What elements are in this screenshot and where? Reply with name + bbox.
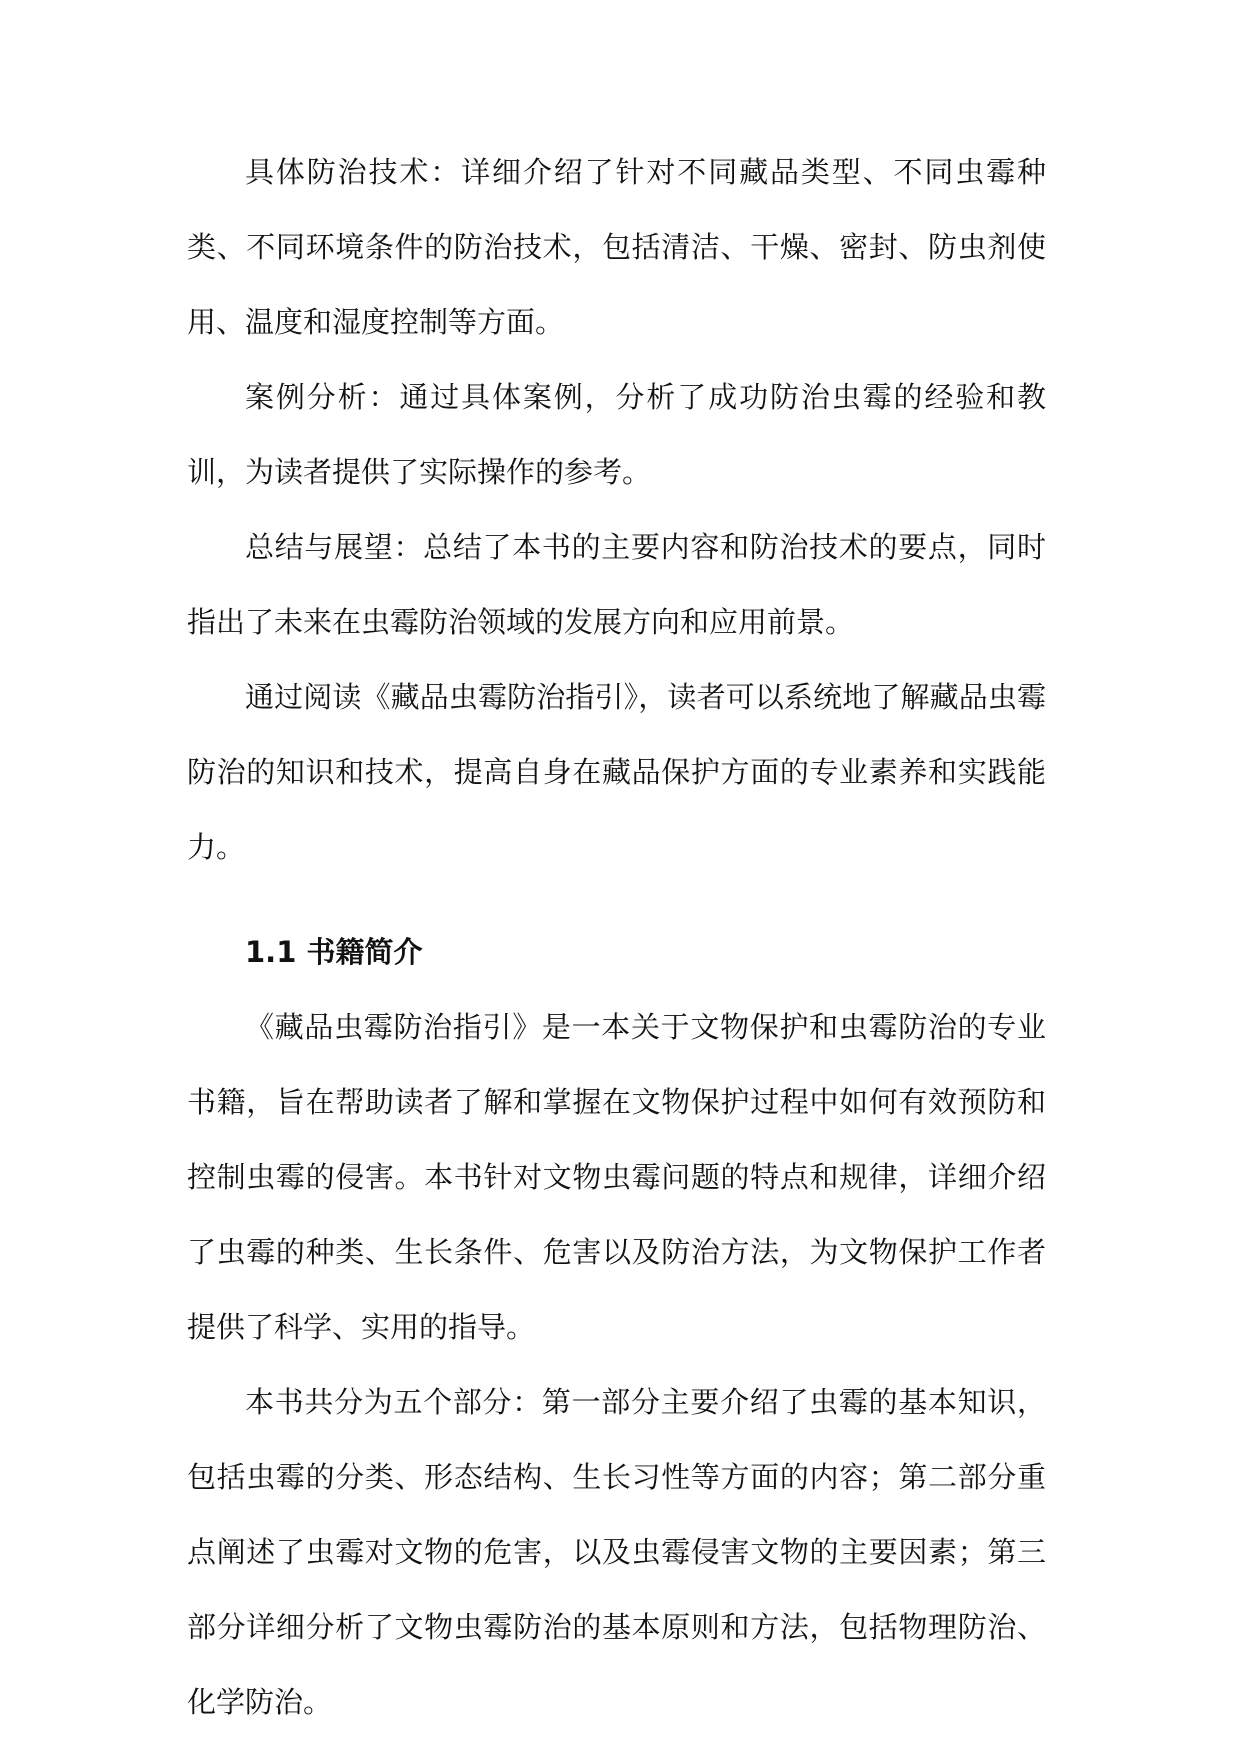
paragraph-book-intro: 《藏品虫霉防治指引》是一本关于文物保护和虫霉防治的专业书籍，旨在帮助读者了解和掌握在文物保护过程中如何有效预防和控制虫霉的侵害。本书针对文物虫霉问题的特点和规律，详细介绍了虫霉的种类、生长条件、危害以及防治方法，为文物保护工作者提供了科学、实用的指导。	[187, 1010, 1046, 1344]
paragraph-specific-techniques: 具体防治技术：详细介绍了针对不同藏品类型、不同虫霉种类、不同环境条件的防治技术，包括清洁、干燥、密封、防虫剂使用、温度和湿度控制等方面。	[187, 155, 1046, 339]
paragraph-reading-benefit: 通过阅读《藏品虫霉防治指引》，读者可以系统地了解藏品虫霉防治的知识和技术，提高自身在藏品保护方面的专业素养和实践能力。	[187, 680, 1046, 864]
paragraph-case-analysis: 案例分析：通过具体案例，分析了成功防治虫霉的经验和教训，为读者提供了实际操作的参考。	[187, 380, 1046, 489]
paragraph-book-structure: 本书共分为五个部分：第一部分主要介绍了虫霉的基本知识，包括虫霉的分类、形态结构、生长习性等方面的内容；第二部分重点阐述了虫霉对文物的危害，以及虫霉侵害文物的主要因素；第三部分详细分析了文物虫霉防治的基本原则和方法，包括物理防治、化学防治。	[187, 1385, 1046, 1719]
section-spacer	[187, 885, 1046, 915]
paragraph-summary-outlook: 总结与展望：总结了本书的主要内容和防治技术的要点，同时指出了未来在虫霉防治领域的发展方向和应用前景。	[187, 530, 1046, 639]
section-heading: 1.1 书籍简介	[245, 935, 423, 969]
